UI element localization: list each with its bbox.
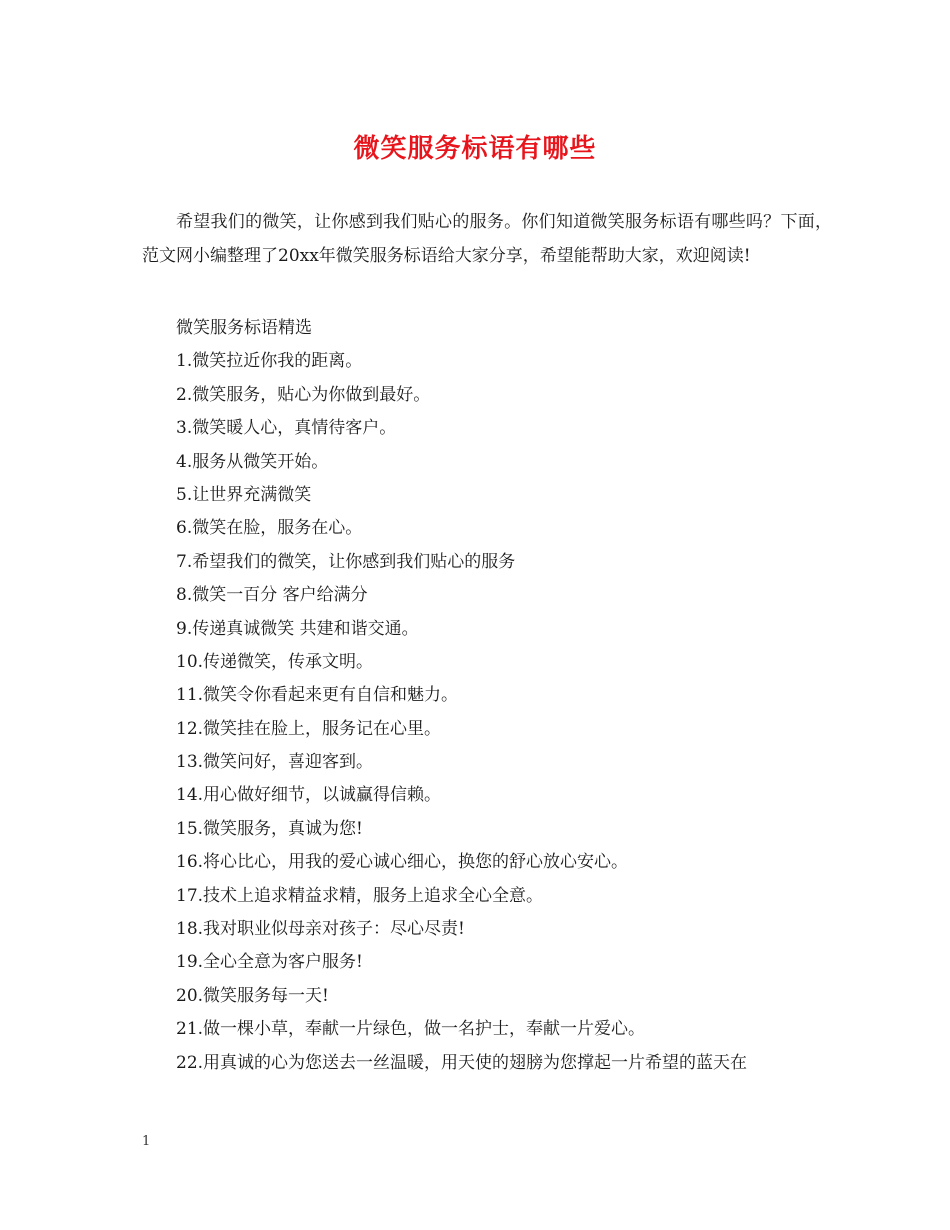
- intro-paragraph: 希望我们的微笑，让你感到我们贴心的服务。你们知道微笑服务标语有哪些吗？下面，范文网小编整理了20xx年微笑服务标语给大家分享，希望能帮助大家，欢迎阅读!: [142, 212, 832, 266]
- list-item: 13.微笑问好，喜迎客到。: [176, 752, 374, 773]
- slogan-list: [176, 312, 836, 1080]
- list-item: 14.用心做好细节，以诚赢得信赖。: [176, 785, 442, 806]
- list-item: 22.用真诚的心为您送去一丝温暖，用天使的翅膀为您撑起一片希望的蓝天在: [176, 1052, 748, 1073]
- list-item: 10.传递微笑，传承文明。: [176, 651, 374, 672]
- list-item: 9.传递真诚微笑 共建和谐交通。: [176, 618, 419, 639]
- list-item: 19.全心全意为客户服务!: [176, 952, 363, 973]
- list-item: 7.希望我们的微笑，让你感到我们贴心的服务: [176, 551, 516, 572]
- list-item: 12.微笑挂在脸上，服务记在心里。: [176, 718, 442, 739]
- page-title: 微笑服务标语有哪些: [353, 134, 597, 164]
- list-item: 6.微笑在脸，服务在心。: [176, 518, 363, 539]
- list-item: 15.微笑服务，真诚为您!: [176, 818, 363, 839]
- list-item: 18.我对职业似母亲对孩子：尽心尽责!: [176, 919, 465, 940]
- list-item: 2.微笑服务，贴心为你做到最好。: [176, 384, 431, 405]
- list-item: 3.微笑暖人心，真情待客户。: [176, 418, 397, 439]
- list-item: 17.技术上追求精益求精，服务上追求全心全意。: [176, 885, 544, 906]
- list-item: 8.微笑一百分 客户给满分: [176, 585, 368, 606]
- page-number: 1: [142, 1134, 151, 1149]
- list-item: 20.微笑服务每一天!: [176, 985, 329, 1006]
- list-item: 1.微笑拉近你我的距离。: [176, 351, 363, 372]
- section-heading: 微笑服务标语精选: [176, 318, 312, 338]
- list-item: 4.服务从微笑开始。: [176, 451, 329, 472]
- list-item: 11.微笑令你看起来更有自信和魅力。: [176, 685, 459, 706]
- list-item: 5.让世界充满微笑: [176, 484, 312, 505]
- list-item: 21.做一棵小草，奉献一片绿色，做一名护士，奉献一片爱心。: [176, 1019, 646, 1040]
- list-item: 16.将心比心，用我的爱心诚心细心，换您的舒心放心安心。: [176, 852, 629, 873]
